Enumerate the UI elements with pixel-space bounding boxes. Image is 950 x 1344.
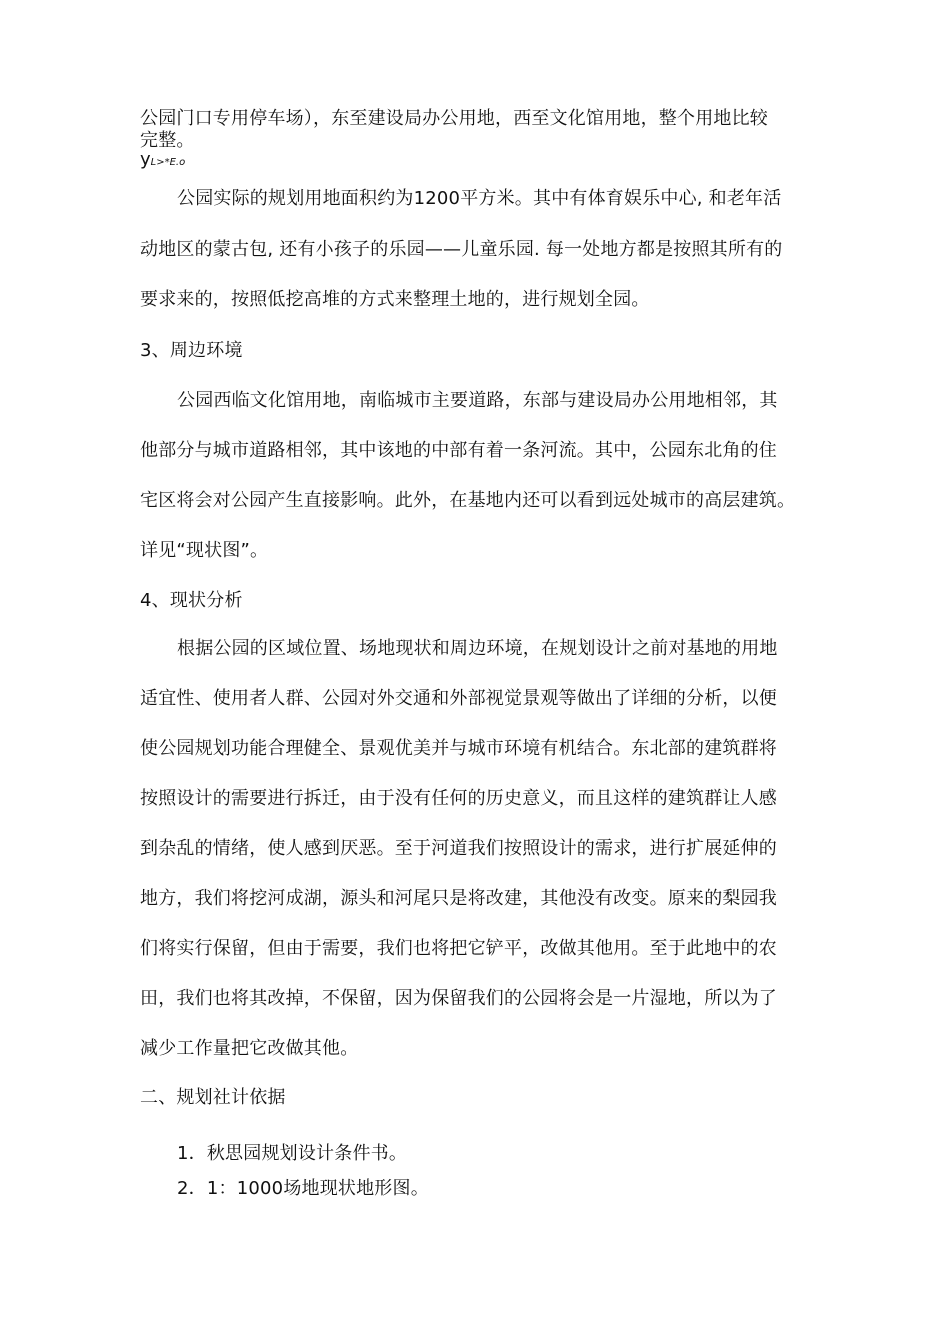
paragraph-analysis-line-1: 根据公园的区域位置、场地现状和周边环境，在规划设计之前对基地的用地 (177, 638, 778, 659)
basis-list-item-2: 2．1：1000场地现状地形图。 (177, 1178, 429, 1199)
paragraph-analysis-line-3: 使公园规划功能合理健全、景观优美并与城市环境有机结合。东北部的建筑群将 (140, 738, 777, 759)
paragraph-analysis-line-2: 适宜性、使用者人群、公园对外交通和外部视觉景观等做出了详细的分析，以便 (140, 688, 777, 709)
section-3-heading: 3、周边环境 (140, 340, 243, 361)
paragraph-analysis-line-9: 减少工作量把它改做其他。 (140, 1038, 359, 1059)
paragraph-area-line-1: 公园实际的规划用地面积约为1200平方米。其中有体育娱乐中心, 和老年活 (177, 188, 782, 209)
paragraph-analysis-line-7: 们将实行保留，但由于需要，我们也将把它铲平，改做其他用。至于此地中的农 (140, 938, 777, 959)
paragraph-area-line-2: 动地区的蒙古包, 还有小孩子的乐园——儿童乐园. 每一处地方都是按照其所有的 (140, 239, 783, 260)
paragraph-env-line-3: 宅区将会对公园产生直接影响。此外，在基地内还可以看到远处城市的高层建筑。 (140, 490, 796, 511)
paragraph-env-line-4: 详见“现状图”。 (140, 540, 269, 561)
paragraph-area-line-3: 要求来的，按照低挖高堆的方式来整理土地的，进行规划全园。 (140, 289, 650, 310)
artifact-main: y (140, 149, 151, 170)
artifact-small: L>*E.o (150, 157, 186, 168)
paragraph-analysis-line-8: 田，我们也将其改掉，不保留，因为保留我们的公园将会是一片湿地，所以为了 (140, 988, 777, 1009)
paragraph-env-line-2: 他部分与城市道路相邻，其中该地的中部有着一条河流。其中，公园东北角的住 (140, 440, 777, 461)
basis-list-item-1: 1．秋思园规划设计条件书。 (177, 1143, 408, 1164)
section-two-heading: 二、规划社计依据 (140, 1087, 286, 1108)
paragraph-analysis-line-4: 按照设计的需要进行拆迁，由于没有任何的历史意义，而且这样的建筑群让人感 (140, 788, 777, 809)
intro-line-2: 完整。 (140, 130, 195, 151)
paragraph-analysis-line-5: 到杂乱的情绪，使人感到厌恶。至于河道我们按照设计的需求，进行扩展延伸的 (140, 838, 777, 859)
section-4-heading: 4、现状分析 (140, 590, 243, 611)
paragraph-env-line-1: 公园西临文化馆用地，南临城市主要道路，东部与建设局办公用地相邻，其 (177, 390, 778, 411)
paragraph-analysis-line-6: 地方，我们将挖河成湖，源头和河尾只是将改建，其他没有改变。原来的梨园我 (140, 888, 777, 909)
intro-line-1: 公园门口专用停车场），东至建设局办公用地，西至文化馆用地，整个用地比较 (140, 108, 768, 129)
scan-artifact-text (140, 150, 185, 173)
